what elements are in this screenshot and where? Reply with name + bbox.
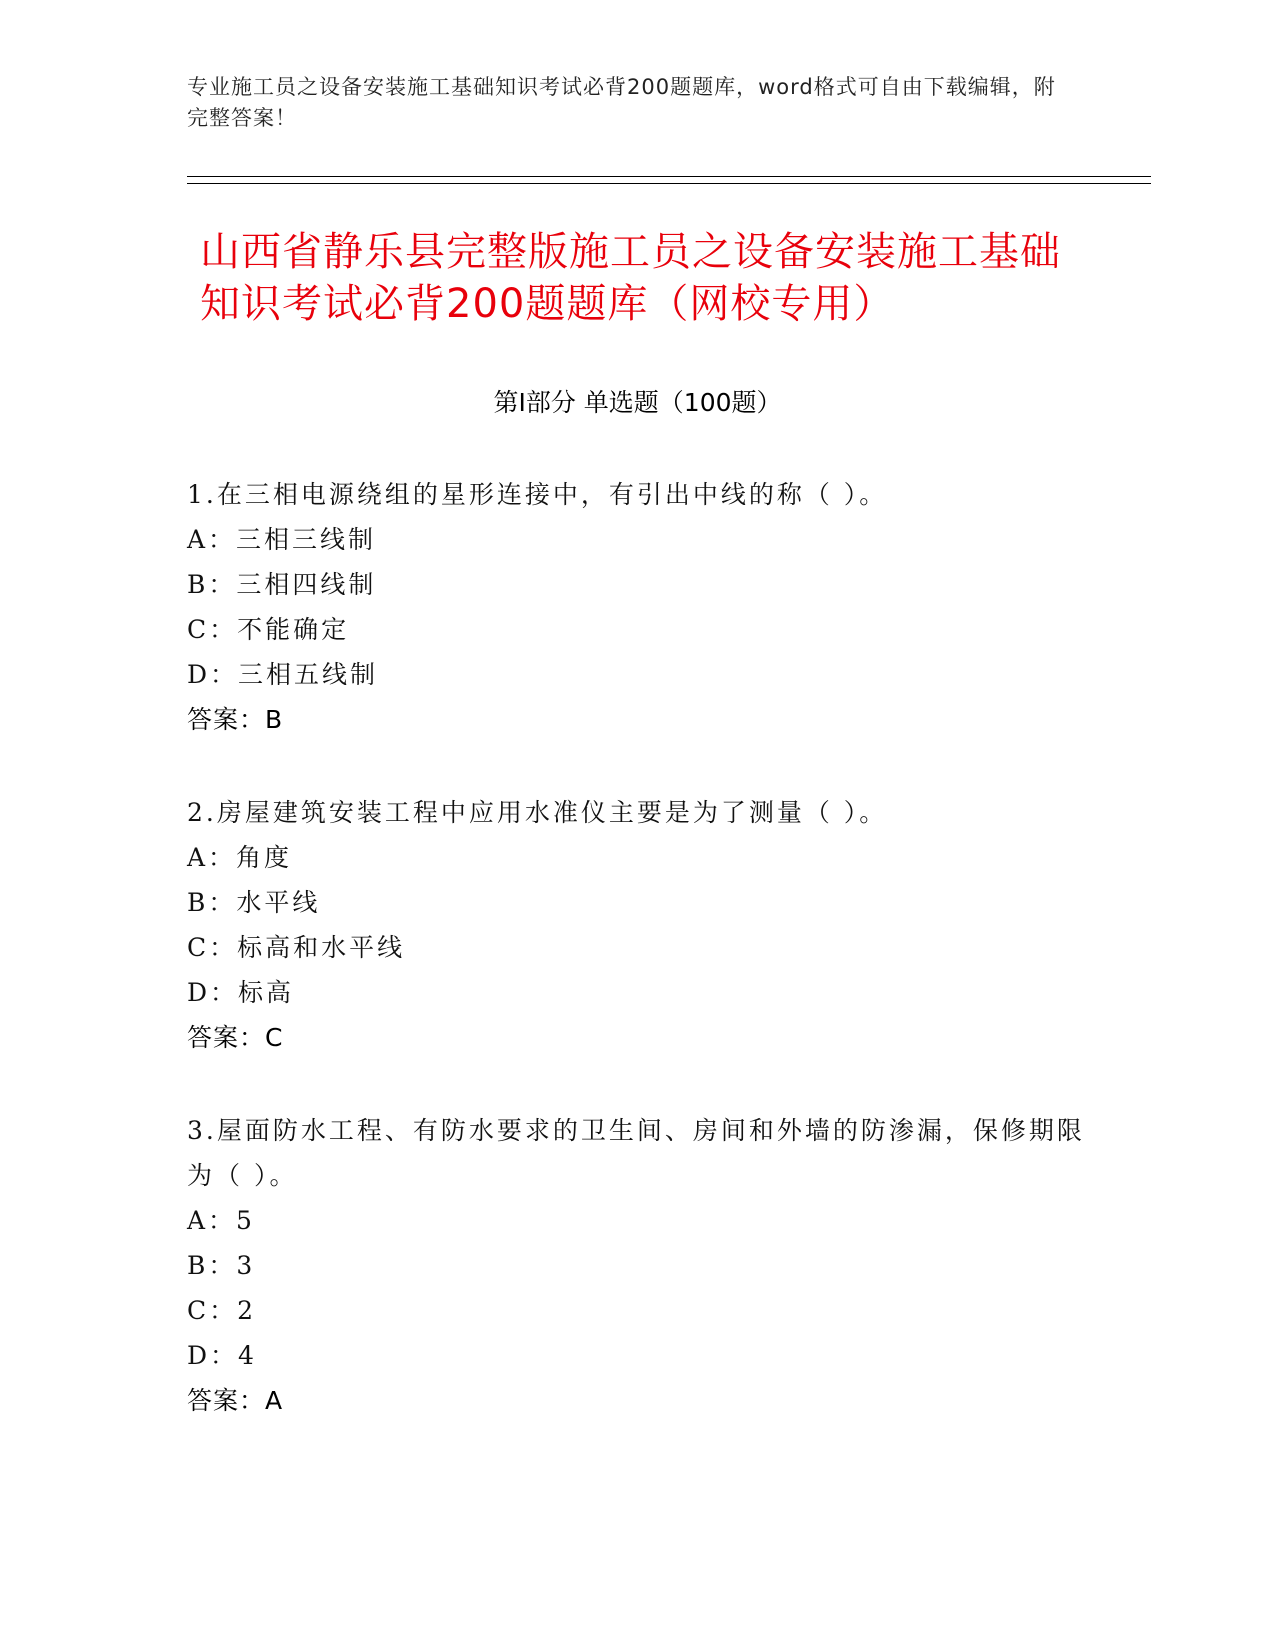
option-c: C：2 [187,1296,257,1325]
answer: 答案：C [187,1023,284,1052]
section-title: 第Ⅰ部分 单选题（100题） [493,388,782,417]
document-title: 山西省静乐县完整版施工员之设备安装施工基础知识考试必背200题题库（网校专用） [200,229,1061,327]
option-d: D：标高 [187,978,295,1007]
option-c: C：标高和水平线 [187,933,406,962]
question-stem: 2.房屋建筑安装工程中应用水准仪主要是为了测量（ ）。 [187,798,888,827]
option-b: B：水平线 [187,888,321,917]
option-a: A：三相三线制 [187,525,377,554]
header-note: 专业施工员之设备安装施工基础知识考试必背200题题库，word格式可自由下载编辑，附完整答案！ [187,75,1056,130]
question-2 [187,790,1087,1060]
option-d: D：4 [187,1341,257,1370]
question-3 [187,1108,1087,1423]
option-b: B：三相四线制 [187,570,377,599]
option-a: A：5 [187,1206,255,1235]
header-divider-bottom [187,183,1151,184]
header-divider-top [187,176,1151,177]
option-a: A：角度 [187,843,293,872]
option-b: B：3 [187,1251,256,1280]
question-stem: 1.在三相电源绕组的星形连接中，有引出中线的称（ ）。 [187,480,888,509]
answer: 答案：A [187,1386,284,1415]
option-d: D：三相五线制 [187,660,379,689]
option-c: C：不能确定 [187,615,350,644]
question-1 [187,472,1087,742]
answer: 答案：B [187,705,284,734]
question-stem: 3.屋面防水工程、有防水要求的卫生间、房间和外墙的防渗漏，保修期限为（ ）。 [187,1116,1085,1190]
